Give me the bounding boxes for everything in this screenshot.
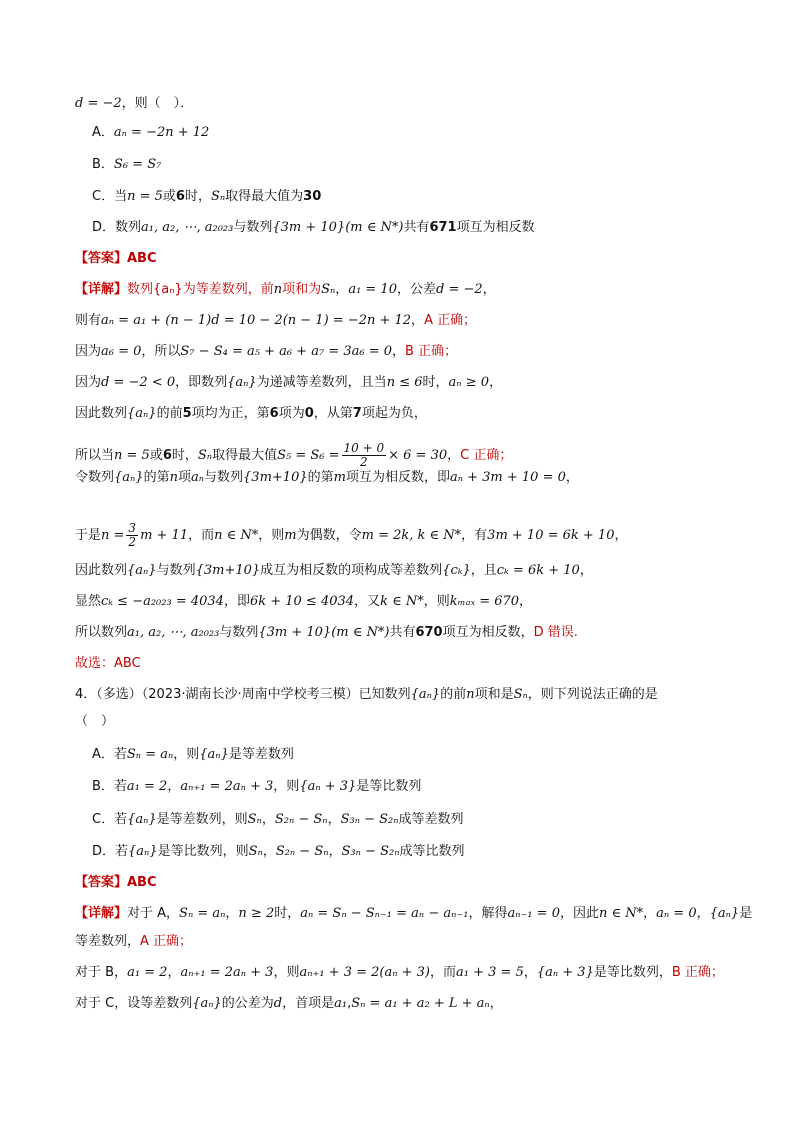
math-run: a₁, a₂, ⋯, a₂₀₂₃ bbox=[141, 220, 234, 235]
math-run: {aₙ + 3} bbox=[299, 779, 357, 794]
text-run: 成等比数列 bbox=[399, 844, 465, 859]
math-run: n bbox=[273, 282, 283, 297]
text-line bbox=[75, 469, 579, 487]
text-run: ，解得 bbox=[468, 906, 508, 921]
math-run: {aₙ} bbox=[199, 747, 229, 762]
text-run: ， bbox=[489, 996, 503, 1011]
math-run: n ≥ 2 bbox=[238, 906, 275, 921]
text-run: 时， bbox=[171, 448, 198, 463]
text-run: ，而 bbox=[430, 965, 457, 980]
fraction-numerator: 3 bbox=[128, 521, 137, 535]
text-run: 的第 bbox=[307, 470, 334, 485]
text-run: 6 bbox=[162, 448, 172, 463]
text-run: ， bbox=[488, 375, 502, 390]
text-run: 项均为正，第 bbox=[191, 406, 270, 421]
text-run: ，则 bbox=[273, 965, 300, 980]
text-line bbox=[75, 250, 157, 268]
text-run: 于是 bbox=[75, 528, 102, 543]
text-run: 取得最大值 bbox=[212, 448, 278, 463]
math-run: × 6 = 30 bbox=[388, 448, 448, 463]
math-run: aₙ + 3m + 10 = 0 bbox=[449, 470, 566, 485]
math-run: cₖ = 6k + 10 bbox=[496, 563, 580, 578]
math-run: Sₙ bbox=[513, 687, 528, 702]
text-run: C 正确； bbox=[460, 448, 513, 463]
math-run: {3m+10} bbox=[195, 563, 261, 578]
text-run: 时， bbox=[184, 189, 211, 204]
text-line bbox=[75, 593, 532, 611]
text-run: A 正确； bbox=[424, 313, 477, 328]
text-line bbox=[75, 405, 427, 423]
math-run: 6k + 10 ≤ 4034 bbox=[249, 594, 355, 609]
math-run: cₖ ≤ −a₂₀₂₃ = 4034 bbox=[101, 594, 224, 609]
text-run: 共有 bbox=[403, 220, 430, 235]
text-run: 的公差为 bbox=[221, 996, 274, 1011]
math-run: {aₙ} bbox=[127, 563, 157, 578]
math-run: n = 5 bbox=[127, 189, 163, 204]
text-run: ，即 bbox=[223, 594, 250, 609]
text-line bbox=[92, 156, 161, 174]
text-run: 令数列 bbox=[75, 470, 115, 485]
text-run: 因此数列 bbox=[75, 406, 128, 421]
text-run: 的第 bbox=[143, 470, 170, 485]
text-run: B．若 bbox=[92, 779, 127, 794]
text-line bbox=[75, 562, 593, 580]
text-run: ， bbox=[328, 844, 342, 859]
text-run: 或 bbox=[149, 448, 163, 463]
text-line bbox=[75, 933, 192, 951]
text-run: 是等比数列 bbox=[356, 779, 422, 794]
math-run: a₁ + 3 = 5 bbox=[456, 965, 524, 980]
text-run: 【详解】 bbox=[75, 906, 128, 921]
fraction bbox=[342, 442, 387, 469]
math-run: m bbox=[284, 528, 297, 543]
text-run: 等差数列， bbox=[75, 934, 141, 949]
math-run: {aₙ} bbox=[227, 375, 257, 390]
text-line bbox=[75, 713, 114, 731]
text-run: ，而 bbox=[188, 528, 215, 543]
text-run: A． bbox=[92, 125, 114, 140]
text-run: 6 bbox=[175, 189, 185, 204]
text-run: C．若 bbox=[92, 812, 128, 827]
text-line bbox=[92, 843, 464, 861]
math-run: d = −2 < 0 bbox=[101, 375, 176, 390]
text-run: 5 bbox=[182, 406, 192, 421]
math-run: aₙ ≥ 0 bbox=[448, 375, 489, 390]
math-run: {3m+10} bbox=[243, 470, 308, 485]
math-run: aₙ bbox=[190, 470, 205, 485]
math-run: {aₙ} bbox=[709, 906, 740, 921]
text-run: 对于 C，设等差数列 bbox=[75, 996, 193, 1011]
text-run: 时， bbox=[422, 375, 449, 390]
text-run: 30 bbox=[303, 189, 322, 204]
text-run: D．若 bbox=[92, 844, 129, 859]
text-line bbox=[75, 522, 628, 549]
text-run: 所以数列 bbox=[75, 625, 128, 640]
text-run: ，且 bbox=[470, 563, 497, 578]
math-run: k ∈ N* bbox=[380, 594, 424, 609]
text-run: 对于 B， bbox=[75, 965, 128, 980]
text-run: ，则 bbox=[273, 779, 300, 794]
text-run: 显然 bbox=[75, 594, 102, 609]
math-run: m = 2k, k ∈ N* bbox=[361, 528, 462, 543]
math-run: d = −2 bbox=[75, 96, 122, 111]
text-run: ， bbox=[411, 313, 425, 328]
text-run: ， bbox=[643, 906, 657, 921]
text-run: ， bbox=[447, 448, 461, 463]
math-run: aₙ = Sₙ − Sₙ₋₁ = aₙ − aₙ₋₁ bbox=[300, 906, 469, 921]
text-line bbox=[75, 312, 476, 330]
text-run: B． bbox=[92, 157, 114, 172]
math-run: aₙ₊₁ = 2aₙ + 3 bbox=[180, 779, 274, 794]
text-run: 项互为相反数，即 bbox=[345, 470, 450, 485]
math-run: n = bbox=[101, 528, 125, 543]
math-run: S₃ₙ − S₂ₙ bbox=[340, 812, 399, 827]
math-run: S₂ₙ − Sₙ bbox=[274, 812, 328, 827]
math-run: a₁ = 2 bbox=[127, 965, 168, 980]
text-run: 与数列 bbox=[219, 625, 259, 640]
math-run: Sₙ = aₙ bbox=[179, 906, 226, 921]
text-run: （ ） bbox=[75, 714, 115, 729]
fraction-denominator: 2 bbox=[360, 455, 368, 469]
text-run: ，公差 bbox=[396, 282, 436, 297]
text-run: 项 bbox=[177, 470, 191, 485]
text-run: 【答案】ABC bbox=[75, 251, 157, 266]
text-run: ，首项是 bbox=[282, 996, 335, 1011]
text-run: ， bbox=[523, 965, 537, 980]
text-run: 成等差数列 bbox=[398, 812, 464, 827]
math-run: m + 11 bbox=[140, 528, 189, 543]
math-run: {3m + 10}(m ∈ N*) bbox=[272, 220, 404, 235]
math-run: a₁, a₂, ⋯, a₂₀₂₃ bbox=[127, 625, 220, 640]
text-line bbox=[75, 374, 502, 392]
text-run: D．数列 bbox=[92, 220, 142, 235]
text-run: 时， bbox=[274, 906, 301, 921]
text-run: D 错误. bbox=[533, 625, 578, 640]
text-run: 与数列 bbox=[233, 220, 273, 235]
math-run: kₘₐₓ = 670 bbox=[449, 594, 520, 609]
text-run: 7 bbox=[352, 406, 362, 421]
math-run: d bbox=[273, 996, 283, 1011]
text-run: ，所以 bbox=[141, 344, 181, 359]
text-run: 与数列 bbox=[156, 563, 196, 578]
math-run: Sₙ = aₙ bbox=[126, 747, 174, 762]
math-run: n bbox=[466, 687, 475, 702]
text-line bbox=[92, 219, 535, 237]
text-run: ， bbox=[519, 594, 533, 609]
text-run: 是等比数列，则 bbox=[157, 844, 249, 859]
math-run: a₁ bbox=[334, 996, 348, 1011]
text-run: 是等差数列 bbox=[228, 747, 294, 762]
text-run: 项和为 bbox=[282, 282, 322, 297]
math-run: Sₙ = a₁ + a₂ + L + aₙ bbox=[351, 996, 490, 1011]
text-run: ， bbox=[327, 812, 341, 827]
math-run: aₙ₋₁ = 0 bbox=[507, 906, 560, 921]
math-run: aₙ = −2n + 12 bbox=[113, 125, 210, 140]
text-run: 因此数列 bbox=[75, 563, 128, 578]
text-run: A．若 bbox=[92, 747, 127, 762]
text-run: 数列{aₙ}为等差数列，前 bbox=[127, 282, 274, 297]
math-run: {aₙ} bbox=[127, 406, 157, 421]
math-run: {aₙ} bbox=[410, 687, 441, 702]
math-run: {3m + 10}(m ∈ N*) bbox=[258, 625, 390, 640]
text-line bbox=[75, 686, 658, 704]
text-run: ， bbox=[225, 906, 239, 921]
math-run: aₙ = 0 bbox=[656, 906, 697, 921]
text-run: 取得最大值为 bbox=[225, 189, 304, 204]
text-run: ，则（ ）． bbox=[121, 96, 194, 111]
text-run: ， bbox=[167, 779, 181, 794]
text-line bbox=[75, 624, 578, 642]
text-line bbox=[92, 124, 209, 142]
text-run: 共有 bbox=[389, 625, 416, 640]
text-line bbox=[75, 95, 193, 113]
text-run: 对于 A， bbox=[127, 906, 180, 921]
text-run: ，则下列说法正确的是 bbox=[527, 687, 658, 702]
text-run: 成互为相反数的项构成等差数列 bbox=[260, 563, 443, 578]
math-run: a₁ = 10 bbox=[348, 282, 397, 297]
text-run: ， bbox=[614, 528, 628, 543]
math-run: S₆ = S₇ bbox=[113, 157, 162, 172]
math-run: d = −2 bbox=[436, 282, 483, 297]
text-run: 为偶数，令 bbox=[296, 528, 362, 543]
text-run: ，即数列 bbox=[175, 375, 228, 390]
text-line bbox=[75, 905, 752, 923]
math-run: {aₙ} bbox=[128, 844, 158, 859]
math-run: n bbox=[169, 470, 178, 485]
text-run: 因为 bbox=[75, 344, 102, 359]
text-run: ，则 bbox=[423, 594, 450, 609]
math-run: S₇ − S₄ = a₅ + a₆ + a₇ = 3a₆ = 0 bbox=[180, 344, 392, 359]
math-run: S₃ₙ − S₂ₙ bbox=[341, 844, 400, 859]
fraction bbox=[126, 522, 138, 549]
math-run: {aₙ} bbox=[127, 812, 157, 827]
text-run: 的前 bbox=[156, 406, 183, 421]
text-run: 与数列 bbox=[204, 470, 244, 485]
math-run: n ≤ 6 bbox=[386, 375, 423, 390]
text-run: ， bbox=[579, 563, 593, 578]
math-run: Sₙ bbox=[210, 189, 226, 204]
text-run: ，则 bbox=[258, 528, 285, 543]
text-run: ， bbox=[335, 282, 349, 297]
math-run: Sₙ bbox=[247, 812, 262, 827]
text-run: 项互为相反数 bbox=[456, 220, 535, 235]
text-run: ， bbox=[565, 470, 579, 485]
text-run: 则有 bbox=[75, 313, 102, 328]
text-run: , bbox=[347, 996, 352, 1011]
text-run: 671 bbox=[429, 220, 457, 235]
text-line bbox=[75, 655, 141, 673]
math-run: n ∈ N* bbox=[599, 906, 644, 921]
text-run: 【详解】 bbox=[75, 282, 128, 297]
fraction-denominator: 2 bbox=[128, 535, 137, 549]
fraction-numerator: 10 + 0 bbox=[343, 441, 385, 455]
text-run: 是等差数列，则 bbox=[156, 812, 248, 827]
text-line bbox=[92, 811, 464, 829]
math-run: n ∈ N* bbox=[214, 528, 259, 543]
math-run: Sₙ bbox=[321, 282, 336, 297]
math-run: {aₙ} bbox=[192, 996, 222, 1011]
text-run: A 正确； bbox=[140, 934, 193, 949]
text-run: 故选：ABC bbox=[75, 656, 141, 671]
math-run: {aₙ} bbox=[114, 470, 144, 485]
text-run: ， bbox=[262, 844, 276, 859]
text-run: ， bbox=[261, 812, 275, 827]
math-run: a₁ = 2 bbox=[126, 779, 168, 794]
text-line bbox=[75, 995, 503, 1013]
text-line bbox=[75, 343, 457, 361]
text-line bbox=[92, 746, 294, 764]
text-run: B 正确； bbox=[405, 344, 458, 359]
math-run: aₙ = a₁ + (n − 1)d = 10 − 2(n − 1) = −2n + 12 bbox=[101, 313, 412, 328]
math-run: m bbox=[333, 470, 346, 485]
text-run: 的前 bbox=[440, 687, 467, 702]
text-run: 0 bbox=[304, 406, 314, 421]
text-run: C．当 bbox=[92, 189, 128, 204]
math-run: a₆ = 0 bbox=[101, 344, 142, 359]
text-run: ，有 bbox=[461, 528, 488, 543]
text-run: ，从第 bbox=[313, 406, 353, 421]
math-run: n = 5 bbox=[114, 448, 150, 463]
text-run: 项互为相反数， bbox=[442, 625, 534, 640]
math-run: S₅ = S₆ = bbox=[277, 448, 340, 463]
text-run: B 正确； bbox=[671, 965, 724, 980]
text-run: 为递减等差数列，且当 bbox=[256, 375, 387, 390]
text-run: 项和是 bbox=[474, 687, 514, 702]
text-line bbox=[75, 964, 724, 982]
text-run: 或 bbox=[162, 189, 176, 204]
text-run: 项为 bbox=[278, 406, 305, 421]
text-run: 6 bbox=[269, 406, 279, 421]
text-run: 所以当 bbox=[75, 448, 115, 463]
text-run: 因为 bbox=[75, 375, 102, 390]
text-run: 项起为负， bbox=[361, 406, 427, 421]
math-run: Sₙ bbox=[248, 844, 263, 859]
math-run: Sₙ bbox=[197, 448, 213, 463]
math-run: {aₙ + 3} bbox=[536, 965, 594, 980]
text-line bbox=[75, 874, 157, 892]
math-run: aₙ₊₁ + 3 = 2(aₙ + 3) bbox=[299, 965, 430, 980]
text-run: 是等比数列， bbox=[593, 965, 672, 980]
text-run: 【答案】ABC bbox=[75, 875, 157, 890]
math-run: S₂ₙ − Sₙ bbox=[275, 844, 329, 859]
text-run: ， bbox=[696, 906, 710, 921]
math-run: {cₖ} bbox=[442, 563, 471, 578]
text-line bbox=[75, 281, 496, 299]
math-run: aₙ₊₁ = 2aₙ + 3 bbox=[180, 965, 274, 980]
text-run: 是 bbox=[739, 906, 753, 921]
text-line bbox=[92, 188, 321, 206]
text-run: ， bbox=[482, 282, 496, 297]
text-run: ，因此 bbox=[559, 906, 599, 921]
text-run: 670 bbox=[415, 625, 443, 640]
text-run: ，又 bbox=[354, 594, 381, 609]
math-run: 3m + 10 = 6k + 10 bbox=[487, 528, 615, 543]
text-run: 4．（多选）（2023·湖南长沙·周南中学校考三模）已知数列 bbox=[75, 687, 411, 702]
text-line bbox=[92, 778, 421, 796]
text-line bbox=[75, 442, 512, 469]
text-run: ， bbox=[167, 965, 181, 980]
text-run: ， bbox=[392, 344, 406, 359]
text-run: ，则 bbox=[173, 747, 200, 762]
